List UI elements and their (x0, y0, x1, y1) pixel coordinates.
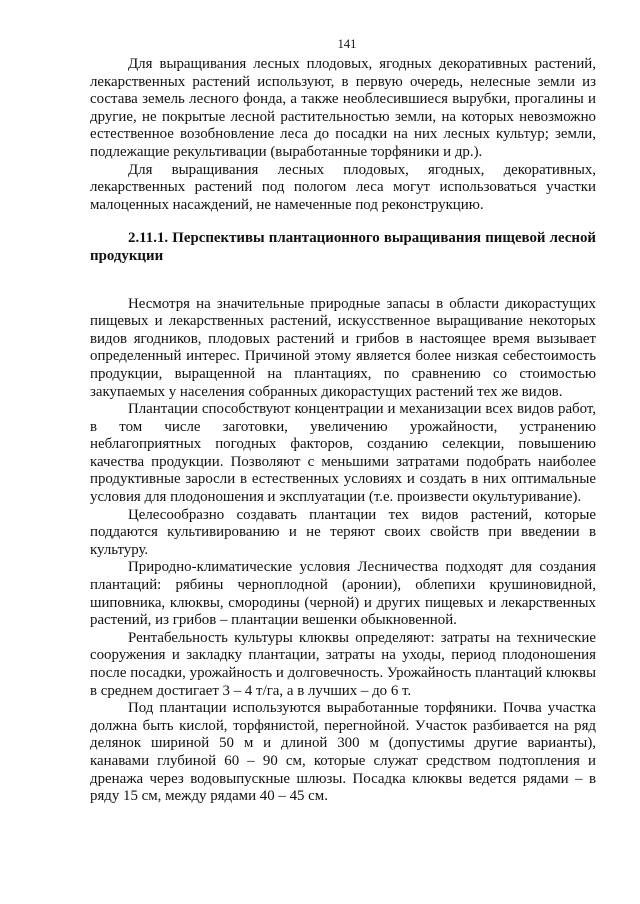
paragraph: Плантации способствуют концентрации и механизации всех видов работ, в том числе заготовки, увеличению урожайности, устранению неблагоприятных погодных факторов, созданию селекции, повышению качества продукции. Позволяют с меньшими затратами подобрать наиболее продуктивные заросли в естественных условиях и создать в них оптимальные условия для плодоношения и эксплуатации (т.е. произвести окультуривание). (90, 401, 596, 506)
paragraph: Природно-климатические условия Лесничества подходят для создания плантаций: рябины черноплодной (аронии), облепихи крушиновидной, шиповника, клюквы, смородины (черной) и других пищевых и лекарственных растений, из грибов – плантации вешенки обыкновенной. (90, 559, 596, 629)
paragraph: Несмотря на значительные природные запасы в области дикорастущих пищевых и лекарственных растений, искусственное выращивание некоторых видов ягодников, плодовых растений и грибов в настоящее время вызывает определенный интерес. Причиной этому является более низкая себестоимость продукции, выращенной на плантациях, по сравнению со стоимостью закупаемых у населения собранных дикорастущих растений тех же видов. (90, 295, 596, 400)
paragraph: Целесообразно создавать плантации тех видов растений, которые поддаются культивированию и не теряют своих свойств при введении в культуру. (90, 506, 596, 558)
page-number: 141 (337, 37, 357, 51)
paragraph: Под плантации используются выработанные торфяники. Почва участка должна быть кислой, торфянистой, перегнойной. Участок разбивается на ряд делянок шириной 50 м и длиной 300 м (допустимы другие варианты), канавами глубиной 60 – 90 см, которые служат средством подтопления и дренажа через водовыпускные шлюзы. Посадка клюквы ведется рядами – в ряду 15 см, между рядами 40 – 45 см. (90, 700, 596, 805)
section-heading: 2.11.1. Перспективы плантационного выращивания пищевой лесной продукции (90, 230, 596, 264)
paragraph: Рентабельность культуры клюквы определяют: затраты на технические сооружения и закладку плантации, затраты на уходы, период плодоношения после посадки, урожайность и долговечность. Урожайность плантаций клюквы в среднем достигает 3 – 4 т/га, а в лучших – до 6 т. (90, 629, 596, 699)
document-page (90, 36, 596, 806)
paragraph: Для выращивания лесных плодовых, ягодных, декоративных, лекарственных растений под пологом леса могут использоваться участки малоценных насаждений, не намеченные под реконструкцию. (90, 161, 596, 213)
paragraph: Для выращивания лесных плодовых, ягодных декоративных растений, лекарственных растений используют, в первую очередь, нелесные земли из состава земель лесного фонда, а также необлесившиеся вырубки, прогалины и другие, не покрытые лесной растительностью земли, на которых невозможно естественное возобновление леса до посадки на них лесных культур; земли, подлежащие рекультивации (выработанные торфяники и др.). (90, 56, 596, 160)
